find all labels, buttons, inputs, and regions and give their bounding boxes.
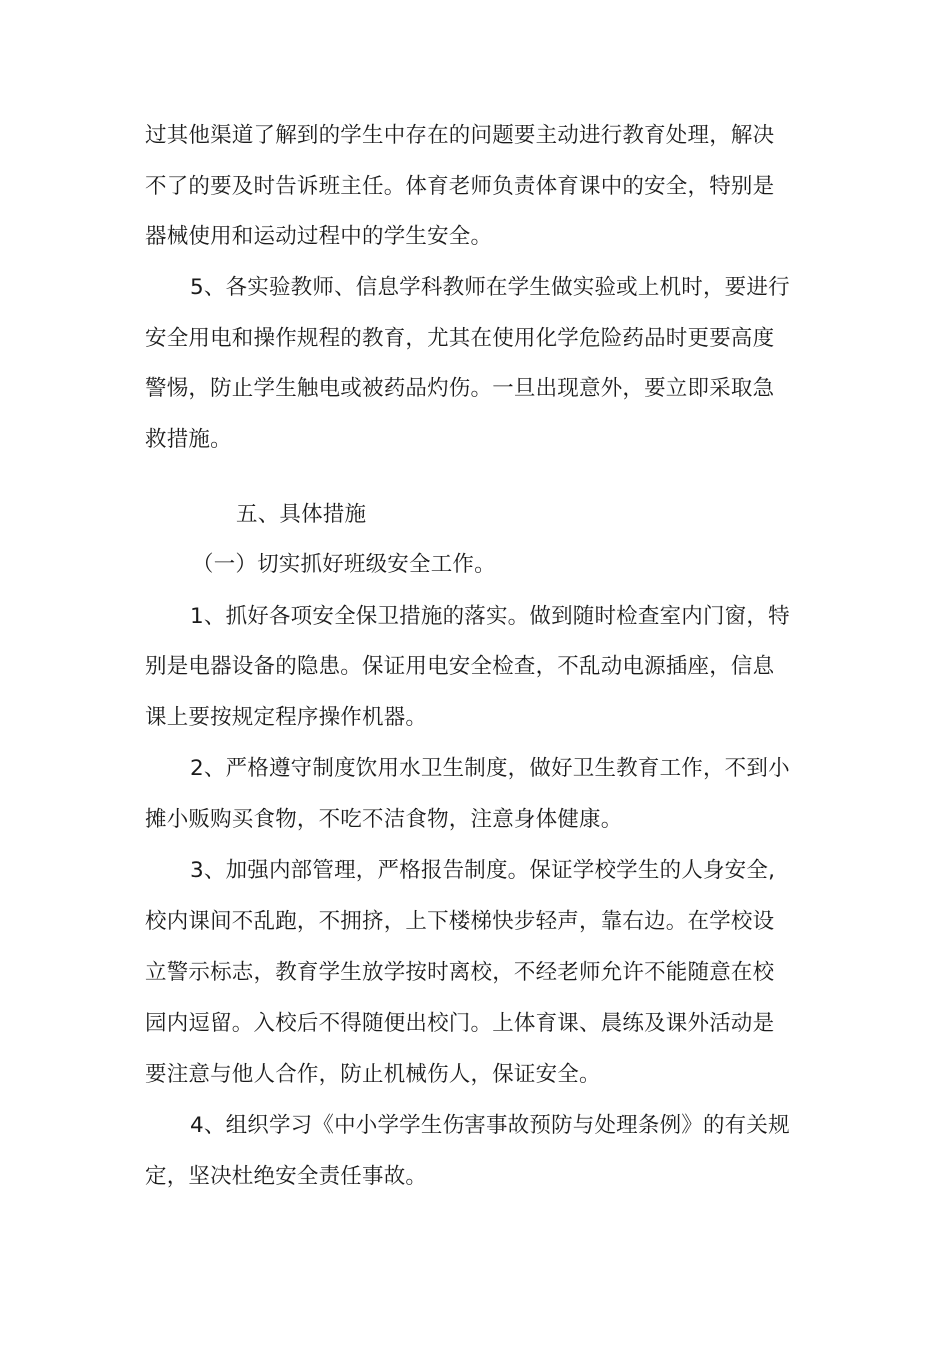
paragraph-line: 不了的要及时告诉班主任。体育老师负责体育课中的安全，特别是 [145, 174, 775, 199]
subsection-heading: （一）切实抓好班级安全工作。 [192, 552, 496, 577]
paragraph-line: 摊小贩购买食物，不吃不洁食物，注意身体健康。 [145, 807, 623, 832]
paragraph-line: 安全用电和操作规程的教育，尤其在使用化学危险药品时更要高度 [145, 326, 775, 351]
list-item-1-line: 1、抓好各项安全保卫措施的落实。做到随时检查室内门窗，特 [190, 604, 790, 629]
section-heading: 五、具体措施 [236, 502, 367, 527]
paragraph-line: 警惕，防止学生触电或被药品灼伤。一旦出现意外，要立即采取急 [145, 376, 775, 401]
list-item-4-line: 4、组织学习《中小学学生伤害事故预防与处理条例》的有关规 [190, 1113, 790, 1138]
paragraph-line: 定，坚决杜绝安全责任事故。 [145, 1164, 428, 1189]
paragraph-line: 救措施。 [145, 427, 232, 452]
paragraph-line: 校内课间不乱跑，不拥挤，上下楼梯快步轻声，靠右边。在学校设 [145, 909, 775, 934]
paragraph-line: 立警示标志，教育学生放学按时离校，不经老师允许不能随意在校 [145, 960, 775, 985]
list-item-2-line: 2、严格遵守制度饮用水卫生制度，做好卫生教育工作，不到小 [190, 756, 790, 781]
paragraph-line: 要注意与他人合作，防止机械伤人，保证安全。 [145, 1062, 601, 1087]
paragraph-line: 别是电器设备的隐患。保证用电安全检查，不乱动电源插座，信息 [145, 654, 775, 679]
paragraph-line: 器械使用和运动过程中的学生安全。 [145, 224, 493, 249]
paragraph-line: 课上要按规定程序操作机器。 [145, 705, 428, 730]
list-item-3-line: 3、加强内部管理，严格报告制度。保证学校学生的人身安全, [190, 858, 776, 883]
paragraph-line: 过其他渠道了解到的学生中存在的问题要主动进行教育处理，解决 [145, 123, 775, 148]
paragraph-line: 园内逗留。入校后不得随便出校门。上体育课、晨练及课外活动是 [145, 1011, 775, 1036]
list-item-5-line: 5、各实验教师、信息学科教师在学生做实验或上机时，要进行 [190, 275, 790, 300]
